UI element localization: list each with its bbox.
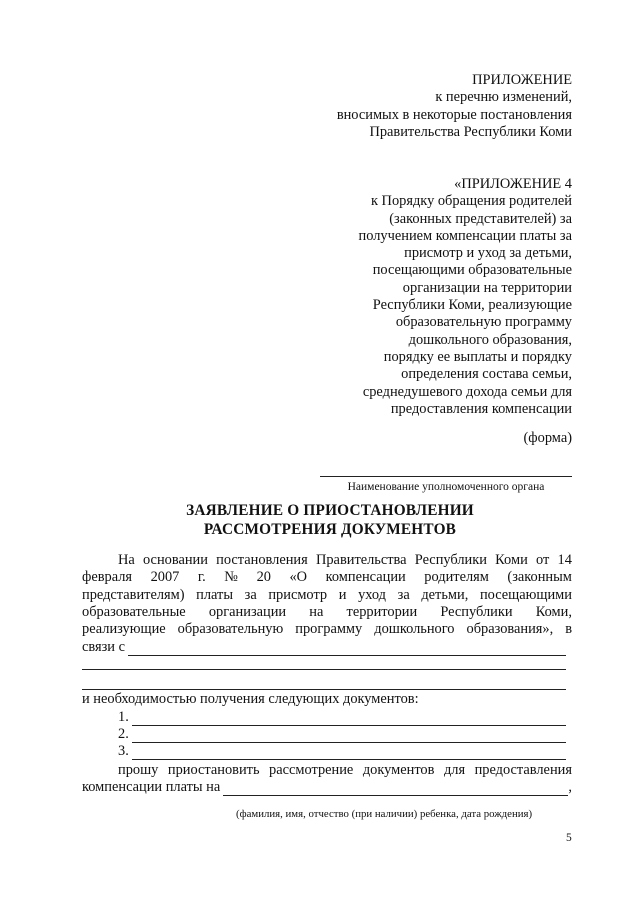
document-number: 3. (118, 743, 129, 759)
word: Республики (414, 552, 487, 568)
word: родителям (424, 569, 489, 586)
paragraph-1 (82, 552, 572, 638)
appendix-4-line: определения состава семьи, (401, 366, 572, 383)
reason-field (82, 639, 566, 656)
paragraph-1-line (82, 604, 572, 621)
word: постановления (216, 552, 308, 568)
word: территории (346, 603, 418, 620)
authority-caption: Наименование уполномоченного органа (347, 481, 545, 493)
title-line-1: ЗАЯВЛЕНИЕ О ПРИОСТАНОВЛЕНИИ (186, 502, 474, 519)
appendix-header-line: к перечню изменений, (435, 89, 572, 106)
word: реализующие (82, 621, 166, 638)
document-number: 1. (118, 709, 129, 725)
compensation-label: компенсации платы на (82, 779, 221, 795)
document-blank-line[interactable] (132, 729, 566, 743)
child-fio-caption: (фамилия, имя, отчество (при наличии) ребенка, дата рождения) (236, 808, 533, 820)
document-blank-line[interactable] (132, 712, 566, 726)
word: приостановить (167, 762, 260, 778)
appendix-header-line: ПРИЛОЖЕНИЕ (472, 72, 572, 88)
paragraph-2-line (82, 762, 572, 779)
word: программу (295, 621, 363, 638)
authority-field (320, 476, 572, 493)
form-label (524, 430, 572, 447)
child-blank-line[interactable] (223, 782, 568, 796)
appendix-4-line: среднедушевого дохода семьи для (362, 383, 572, 400)
appendix-4-line: Республики Коми, реализующие (372, 297, 572, 314)
word: предоставления (474, 762, 572, 778)
document-number: 2. (118, 726, 129, 742)
appendix-header-line: вносимых в некоторые постановления (336, 106, 572, 123)
appendix-4-line: к Порядку обращения родителей (370, 193, 572, 210)
word: г. (197, 569, 206, 586)
word: 2007 (150, 569, 180, 586)
word: Коми, (535, 603, 572, 620)
word: «О (289, 569, 308, 586)
word: На (118, 552, 135, 568)
appendix-4-line: «ПРИЛОЖЕНИЕ 4 (454, 176, 572, 192)
word: прошу (118, 762, 159, 778)
word: (законным (507, 569, 572, 586)
word: присмотр (268, 586, 328, 603)
word: Республики (440, 603, 513, 620)
documents-intro-text: и необходимостью получения следующих документов: (82, 691, 419, 707)
word: платы (196, 586, 234, 603)
word: за (244, 586, 257, 603)
word: рассмотрение (269, 762, 354, 778)
word: для (443, 762, 466, 778)
page-number: 5 (566, 832, 572, 844)
word: представителям) (82, 586, 185, 603)
word: № (224, 569, 239, 586)
paragraph-1-line (82, 569, 572, 586)
documents-intro (82, 691, 572, 708)
authority-blank-line[interactable] (320, 476, 572, 477)
title-line-2: РАССМОТРЕНИЯ ДОКУМЕНТОВ (203, 521, 457, 538)
appendix-4-line: дошкольного образования, (408, 331, 572, 348)
word: на (309, 603, 324, 620)
word: основании (143, 552, 208, 568)
appendix-4-line: присмотр и уход за детьми, (404, 245, 572, 262)
reason-blank-line-2[interactable] (82, 669, 566, 670)
paragraph-1-line (82, 552, 572, 569)
word: 14 (557, 552, 572, 568)
appendix-4-line: образовательную программу (395, 314, 572, 331)
document-item-2 (118, 726, 566, 743)
word: 20 (256, 569, 271, 586)
word: уход (358, 586, 387, 603)
word: Коми (495, 552, 528, 568)
appendix-4-line: порядку ее выплаты и порядку (383, 348, 572, 365)
word: Правительства (315, 552, 407, 568)
child-field (82, 779, 572, 796)
appendix-4-header (359, 176, 572, 418)
word: образовательные (82, 603, 186, 620)
document-item-1 (118, 709, 566, 726)
word: и (338, 586, 347, 603)
appendix-4-line: предоставления компенсации (390, 400, 572, 417)
form-label-text: (форма) (523, 430, 572, 446)
in-connection-label: связи с (82, 639, 125, 655)
paragraph-1-line (82, 587, 572, 604)
word: организации (208, 603, 287, 620)
appendix-header-line: Правительства Республики Коми (369, 123, 572, 140)
word: документов (362, 762, 435, 778)
word: за (397, 586, 410, 603)
document-blank-line[interactable] (132, 746, 566, 760)
word: дошкольного (374, 621, 455, 638)
appendix-4-line: получением компенсации платы за (358, 227, 572, 244)
word: компенсации (325, 569, 406, 586)
comma: , (568, 779, 572, 795)
reason-blank-line-3[interactable] (82, 689, 566, 690)
appendix-header (337, 72, 572, 141)
paragraph-1-line (82, 621, 572, 638)
reason-blank-line[interactable] (128, 642, 566, 656)
appendix-4-line: (законных представителей) за (389, 210, 572, 227)
appendix-4-line: посещающими образовательные (372, 262, 572, 279)
word: посещающими (479, 586, 572, 603)
word: от (536, 552, 550, 568)
appendix-4-line: организации на территории (402, 279, 572, 296)
paragraph-2 (82, 762, 572, 779)
word: февраля (82, 569, 133, 586)
word: в (565, 621, 572, 638)
word: образовательную (177, 621, 284, 638)
word: образования», (466, 621, 554, 638)
document-item-3 (118, 743, 566, 760)
document-title (80, 501, 580, 539)
word: детьми, (421, 586, 469, 603)
